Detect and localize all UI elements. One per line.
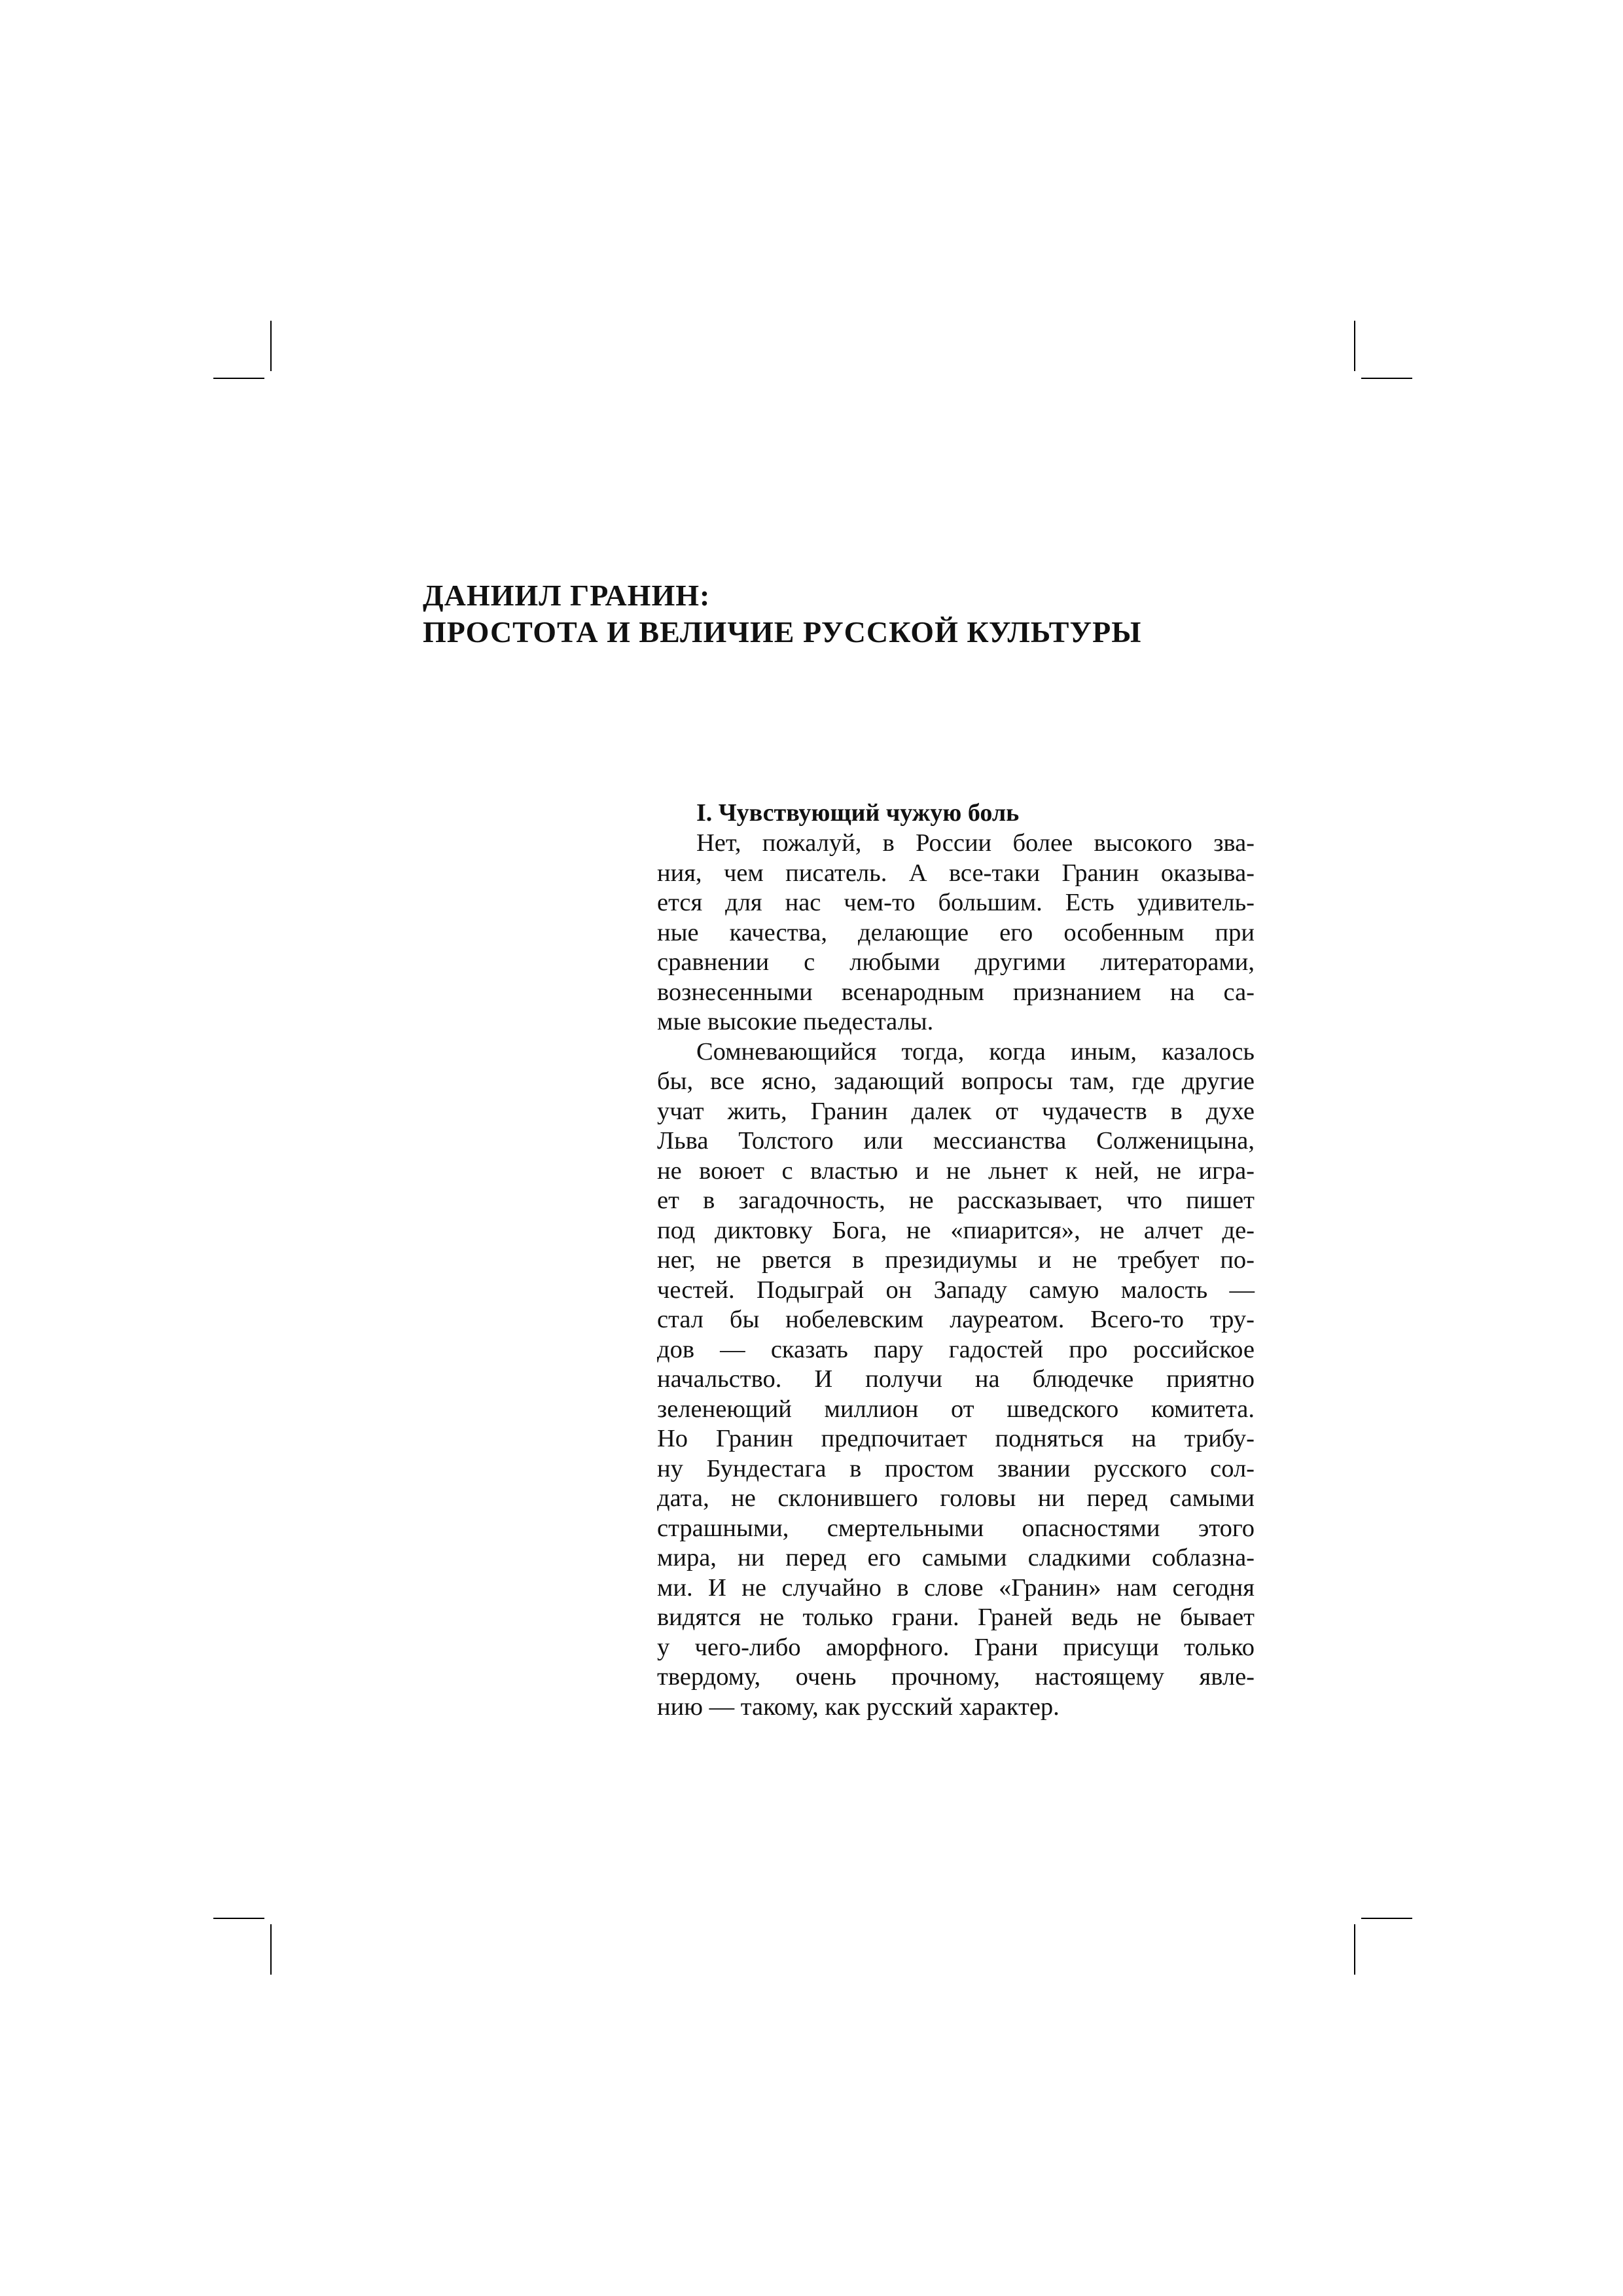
chapter-title <box>423 577 1339 651</box>
paragraph <box>657 829 1255 1037</box>
text-line: сравнении с любыми другими литераторами, <box>657 948 1255 976</box>
text-line: дата, не склонившего головы ни перед самыми <box>657 1484 1255 1512</box>
text-line: Льва Толстого или мессианства Солженицына, <box>657 1127 1255 1155</box>
crop-mark-top-left-horizontal <box>213 378 264 379</box>
text-line: страшными, смертельными опасностями этого <box>657 1514 1255 1542</box>
chapter-title-line: ПРОСТОТА И ВЕЛИЧИЕ РУССКОЙ КУЛЬТУРЫ <box>423 615 1142 649</box>
text-line: вознесенными всенародным признанием на са- <box>657 978 1255 1006</box>
text-line: не воюет с властью и не льнет к ней, не игра- <box>657 1157 1255 1185</box>
text-line: ные качества, делающие его особенным при <box>657 918 1255 946</box>
crop-mark-top-left-vertical <box>270 321 272 371</box>
text-line: нег, не рвется в президиумы и не требует по- <box>657 1246 1255 1274</box>
text-line: мира, ни перед его самыми сладкими соблазна- <box>657 1544 1255 1571</box>
text-line: учат жить, Гранин далек от чудачеств в духе <box>657 1097 1255 1125</box>
text-line: Сомневающийся тогда, когда иным, казалось <box>696 1037 1255 1066</box>
text-line: ми. И не случайно в слове «Гранин» нам сегодня <box>657 1573 1255 1602</box>
text-line: нию — такому, как русский характер. <box>657 1693 1060 1721</box>
chapter-title-line: ДАНИИЛ ГРАНИН: <box>423 579 711 612</box>
text-line: мые высокие пьедесталы. <box>657 1008 934 1035</box>
text-line: твердому, очень прочному, настоящему явле- <box>657 1663 1255 1691</box>
text-line: бы, все ясно, задающий вопросы там, где другие <box>657 1067 1255 1095</box>
text-line: ет в загадочность, не рассказывает, что пишет <box>657 1187 1255 1214</box>
text-line: дов — сказать пару гадостей про российское <box>657 1335 1255 1363</box>
text-line: ния, чем писатель. А все-таки Гранин оказыва- <box>657 859 1255 887</box>
paragraph <box>657 1037 1255 1723</box>
text-line: Но Гранин предпочитает подняться на трибу- <box>657 1425 1255 1452</box>
crop-mark-top-right-horizontal <box>1361 378 1412 379</box>
text-line: видятся не только грани. Граней ведь не бывает <box>657 1604 1255 1631</box>
body-text <box>657 829 1255 1722</box>
text-line: стал бы нобелевским лауреатом. Всего-то тру- <box>657 1306 1255 1333</box>
text-line: у чего-либо аморфного. Грани присущи только <box>657 1633 1255 1661</box>
crop-mark-top-right-vertical <box>1354 321 1355 371</box>
text-line: честей. Подыграй он Западу самую малость — <box>657 1276 1255 1304</box>
text-line: ется для нас чем-то большим. Есть удивитель- <box>657 889 1255 916</box>
section <box>657 797 1255 1722</box>
crop-mark-bottom-right-horizontal <box>1361 1918 1412 1919</box>
text-line: начальство. И получи на блюдечке приятно <box>657 1365 1255 1393</box>
text-line: ну Бундестага в простом звании русского сол- <box>657 1454 1255 1482</box>
text-line: зеленеющий миллион от шведского комитета. <box>657 1395 1255 1423</box>
crop-mark-bottom-right-vertical <box>1354 1924 1355 1975</box>
crop-mark-bottom-left-horizontal <box>213 1918 264 1919</box>
section-title: I. Чувствующий чужую боль <box>696 799 1020 827</box>
text-line: под диктовку Бога, не «пиарится», не алчет де- <box>657 1216 1255 1244</box>
text-line: Нет, пожалуй, в России более высокого зва- <box>696 829 1255 857</box>
crop-mark-bottom-left-vertical <box>270 1924 272 1975</box>
